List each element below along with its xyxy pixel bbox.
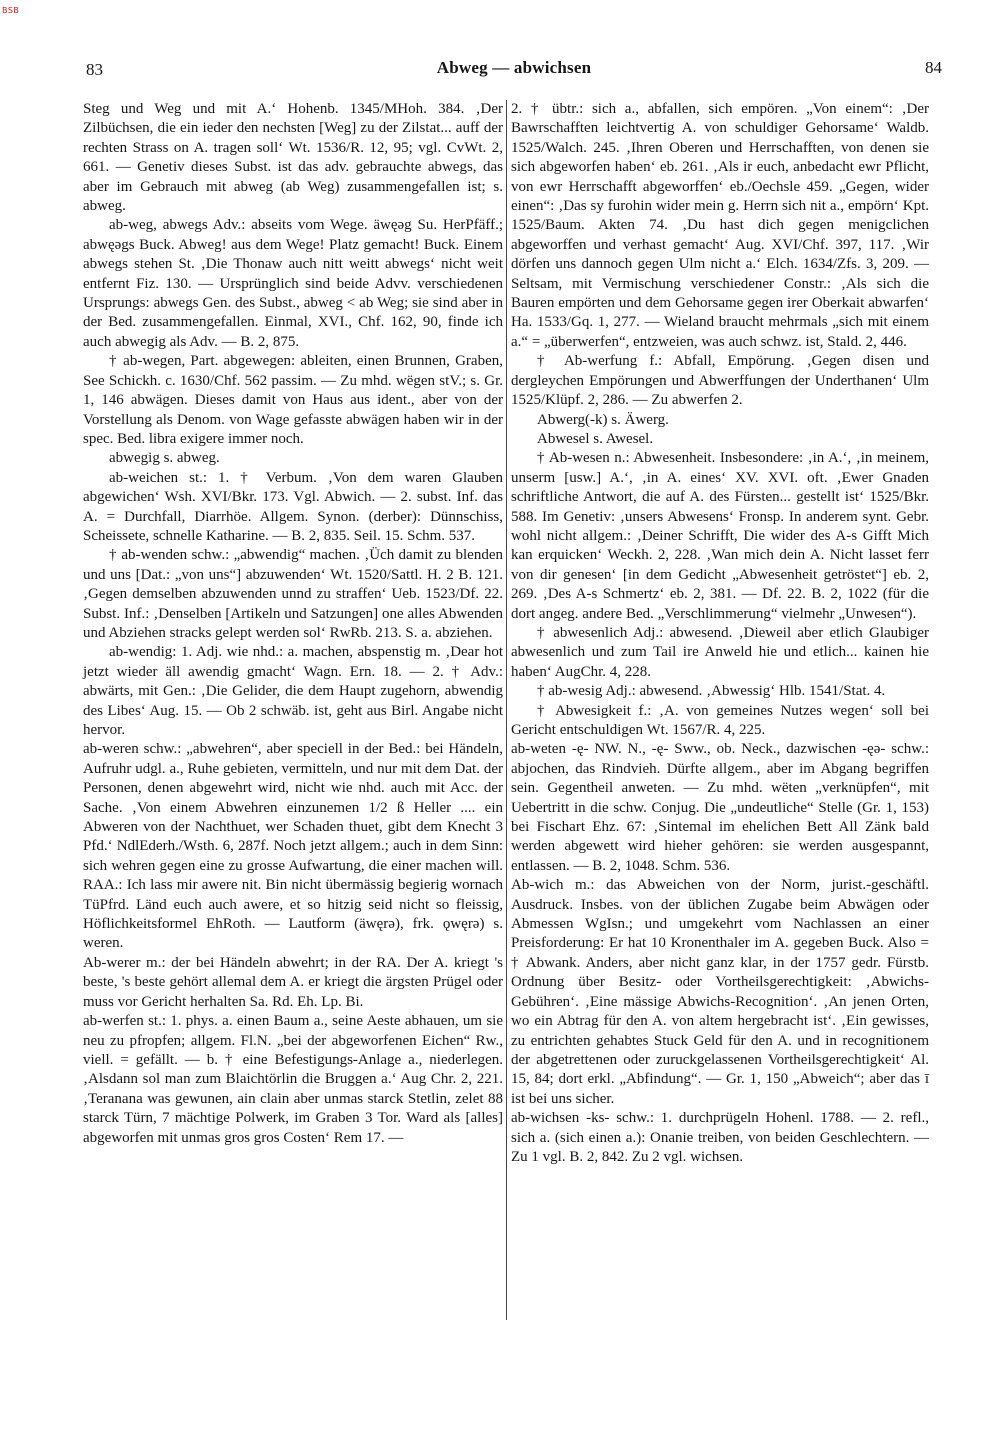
entry-paragraph: Ab-wich m.: das Abweichen von der Norm, jurist.-geschäftl. Ausdruck. Insbes. von der üblichen Zugabe beim Abwägen oder Abmessen WgIsn.; und umgekehrt vom Nachlassen an einer Preisforderung: Er hat 10 Kronenthaler im A. gegeben Buck. Also = † Abwank. Anders, aber nicht ganz klar, in der 1757 gedr. Fürstb. Ordnung über Besitz- oder Vortheilsgerechtigkeit: ‚Abwichs-Gebühren‘. ‚Eine mässige Abwichs-Recognition‘. ‚An jenen Orten, wo ein Abtrag für den A. von altem hergebracht ist‘. ‚Ein gewisses, zu entrichten gehabtes Stuck Geld für den A. und in recognitionem der abgetrettenen oder zuruckgelassenen Vortheilsgerechtigkeit‘ Al. 15, 84; dort erkl. „Abfindung“. — Gr. 1, 150 „Abweich“; aber das ī ist bei uns sicher. — [511, 877, 929, 1107]
entry-paragraph: † ab-wegen, Part. abgewegen: ableiten, einen Brunnen, Graben, See Schickh. c. 1630/Chf. 562 passim. — Zu mhd. wëgen stV.; s. Gr. 1, 146 abwägen. Dieses damit von Haus aus ident., aber von der Vorstellung als Denom. von Wage gefasste abwägen haben wir in der spec. Bed. libra exigere immer noch. — [83, 353, 503, 447]
entry-paragraph: ab-weten -ę- NW. N., -ę- Sww., ob. Neck., dazwischen -ęə- schw.: abjochen, das Rindvieh. Dürfte allgem., aber im Abgang begriffen sein. Gegentheil anweten. — Zu mhd. wëten „verknüpfen“, mit Uebertritt in die schw. Conjug. Die „undeutliche“ Stelle (Gr. 1, 153) bei Fischart Ehz. 67: ‚Sintemal im ehelichen Bett All Zänk bald werden abgewett wird hieher gehören: sie werden ausgespannt, entlassen. — B. 2, 1048. Schm. 536. — [511, 741, 929, 874]
entry-paragraph: † Ab-werfung f.: Abfall, Empörung. ‚Gegen disen und dergleychen Empörungen und Abwerffungen der Underthanen‘ Ulm 1525/Klüpf. 2, 286. — Zu abwerfen 2. — [511, 353, 929, 409]
entry-paragraph: ab-weren schw.: „abwehren“, aber speciell in der Bed.: bei Händeln, Aufruhr udgl. a., Ruhe gebieten, vermitteln, und nur mit dem Dat. der Personen, denen abgewehrt wird, nicht wie nhd. auch mit Acc. der Sache. ‚Von einem Abwehren einzunemen 1/2 ß Heller .... ein Abweren von der Nachthuet, wer Schaden thuet, gibt dem Knecht 3 Pfd.‘ NdlEderh./Wsth. 6, 287f. Noch jetzt allgem.; auch in dem Sinn: sich wehren gegen eine zu grosse Aufwartung, die einer machen will. RAA.: Ich lass mir awere nit. Bin nicht übermässig begierig wornach TüPfrd. Länd euch auch awere, et so hitzig seid nicht so fleissig, Höflichkeitsformel EhRoth. — Lautform (äwęrə), frk. ǫwęrə) s. weren. — [83, 741, 503, 952]
entry-paragraph: ab-werfen st.: 1. phys. a. einen Baum a., seine Aeste abhauen, um sie neu zu pfropfen; allgem. Fl.N. „bei der abgeworfenen Eichen“ Rw., viell. = gefällt. — b. † eine Befestigungs-Anlage a., niederlegen. ‚Alsdann sol man zum Blaichtörlin die Bruggen a.‘ Aug Chr. 2, 221. ‚Teranana was gewunen, ain clain aber unmas starck Stetlin, zelet 88 starck Türn, 7 mächtige Polwerk, im Graben 3 Tor. Ward als [alles] abgeworfen mit unmas gros gros Costen‘ Rem 17. — — [83, 1013, 503, 1146]
entry-paragraph: Abwerg(-k) s. Äwerg. — [537, 411, 669, 428]
entry-paragraph: † Ab-wesen n.: Abwesenheit. Insbesondere: ‚in A.‘, ‚in meinem, unserm [usw.] A.‘, ‚in A. eines‘ XV. XVI. oft. ‚Ewer Gnaden schriftliche Antwort, die auf A. des Fürsten... gestellt ist‘ 1525/Bkr. 588. Im Genetiv: ‚unsers Abwesens‘ Fronsp. In anderem synt. Gebr. wohl nicht allgem.: ‚Deiner Schrifft, Die wider des A-s Gifft Mich kan erquicken‘ Weckh. 2, 228. ‚Wan mich dein A. Nicht lasset ferr von dir genesen‘ [in dem Gedicht „Abwesenheit getröstet“] eb. 2, 269. ‚Des A-s Schmertz‘ eb. 2, 381. — Df. 22. B. 2, 1022 (für die dort angeg. andere Bed. „Verschlimmerung“ vielmehr „Unwesen“). — [511, 450, 929, 622]
entry-paragraph: 2. † übtr.: sich a., abfallen, sich empören. „Von einem“: ‚Der Bawrschafften leichtvertig A. von schuldiger Gehorsame‘ Waldb. 1525/Walch. 245. ‚Ihren Oberen und Herrschafften, von denen sie sich abgeworfen haben‘ eb. 261. ‚Als ir euch, anbedacht ewr Pflicht, von ewr Herrschafft abgeworffen‘ eb./Oechsle 459. „Gegen, wider einen“: ‚Das sy furohin wider mein g. Herrn sich nit a., empörn‘ Kpt. 1525/Baum. Akten 74. ‚Du hast dich gegen menigclichen abgeworffen und verhast gemacht‘ Aug. XVI/Chf. 397, 117. ‚Wir dörfen uns dannoch gegen Ulm nicht a.‘ Elch. 1634/Zfs. 3, 209. — Seltsam, mit Vermischung verschiedener Constr.: ‚Als sich die Bauren empörten und dem Gehorsame gegen irer Oberkait abwarfen‘ Ha. 1533/Gq. 1, 277. — Wieland braucht mehrmals „sich mit einem a.“ = „überwerfen“, entzweien, was auch schwz. ist, Stald. 2, 446. — [511, 101, 929, 350]
page-header — [86, 58, 942, 84]
entry-paragraph: ab-weg, abwegs Adv.: abseits vom Wege. äwęəg Su. HerPfäff.; abwęəgs Buck. Abweg! aus dem Wege! Platz gemacht! Buck. Einem abwegs stehen St. ‚Die Thonaw auch nitt weitt abwegs‘ nicht weit entfernt Fiz. 130. — Ursprünglich sind beide Advv. verschiedenen Ursprungs: abwegs Gen. des Subst., abweg < ab Weg; sie sind aber in der Bed. zusammengefallen. Einmal, XVI., Chf. 162, 90, finde ich auch abwegig als Adv. — B. 2, 875. — [83, 217, 503, 350]
entry-paragraph: ab-wendig: 1. Adj. wie nhd.: a. machen, abspenstig m. ‚Dear hot jetzt wieder äll awendig gmacht‘ Wagn. Ern. 18. — 2. † Adv.: abwärts, mit Gen.: ‚Die Gelider, die dem Haupt zugehorn, abwendig des Libes‘ Aug. 15. — Ob 2 schwäb. ist, geht aus Birl. Angabe nicht hervor. — [83, 644, 503, 738]
column-divider — [506, 100, 507, 1320]
entry-paragraph: ab-wichsen -ks- schw.: 1. durchprügeln Hohenl. 1788. — 2. refl., sich a. (sich einen a.): Onanie treiben, von beiden Geschlechtern. — Zu 1 vgl. B. 2, 842. Zu 2 vgl. wichsen. — [511, 1110, 929, 1165]
library-watermark: BSB — [2, 6, 20, 15]
entry-paragraph: † Abwesigkeit f.: ‚A. von gemeines Nutzes wegen‘ soll bei Gericht entschuldigen Wt. 1567/R. 4, 225. — [511, 702, 929, 738]
entry-paragraph: † abwesenlich Adj.: abwesend. ‚Dieweil aber etlich Glaubiger abwesenlich und zum Tail ire Anweld hie und etlich... kainen hie haben‘ AugChr. 4, 228. — [511, 624, 929, 680]
entry-paragraph: Ab-werer m.: der bei Händeln abwehrt; in der RA. Der A. kriegt 's beste, 's beste gehört allemal dem A. er kriegt die ärgsten Prügel oder muss vor Gericht herhalten Sa. Rd. Eh. Lp. Bi. — [83, 954, 503, 1010]
entry-paragraph: † ab-wenden schw.: „abwendig“ machen. ‚Üch damit zu blenden und uns [Dat.: „von uns“] abzuwenden‘ Wt. 1520/Sattl. H. 2 B. 121. ‚Gegen demselben abzuwenden unnd zu straffen‘ Ueb. 1523/Df. 22. Subst. Inf.: ‚Denselben [Artikeln und Satzungen] one alles Abwenden und Abziehen stracks gelept werden sol‘ RwRb. 213. S. a. abziehen. — [83, 547, 503, 641]
entry-paragraph: Abwesel s. Awesel. — [537, 430, 654, 447]
entry-paragraph: abwegig s. abweg. — [109, 450, 220, 467]
entry-paragraph: ab-weichen st.: 1. † Verbum. ‚Von dem waren Glauben abgewichen‘ Wsh. XVI/Bkr. 173. Vgl. Abwich. — 2. subst. Inf. das A. = Durchfall, Diarrhöe. Allgem. Synon. (derber): Dünnschiss, Scheissete, schnelle Katharine. — B. 2, 835. Seil. 15. Schm. 537. — [83, 469, 503, 544]
running-title: Abweg — abwichsen — [436, 58, 592, 77]
left-column — [83, 100, 503, 1148]
page-number-left: 83 — [86, 60, 103, 79]
entry-paragraph: Steg und Weg und mit A.‘ Hohenb. 1345/MHoh. 384. ‚Der Zilbüchsen, die ein ieder den nechsten [Weg] zu der Zilstat... auff der rechten Strass on A. tragen soll‘ Wt. 1536/R. 12, 95; vgl. CvWt. 2, 661. — Genetiv dieses Subst. ist das adv. gebrauchte abwegs, das aber im Gebrauch mit abweg (ab Weg) zusammengefallen ist; s. abweg. — [83, 101, 503, 215]
page-number-right: 84 — [925, 58, 942, 77]
entry-paragraph: † ab-wesig Adj.: abwesend. ‚Abwessig‘ Hlb. 1541/Stat. 4. — [537, 683, 886, 700]
right-column — [511, 100, 929, 1167]
